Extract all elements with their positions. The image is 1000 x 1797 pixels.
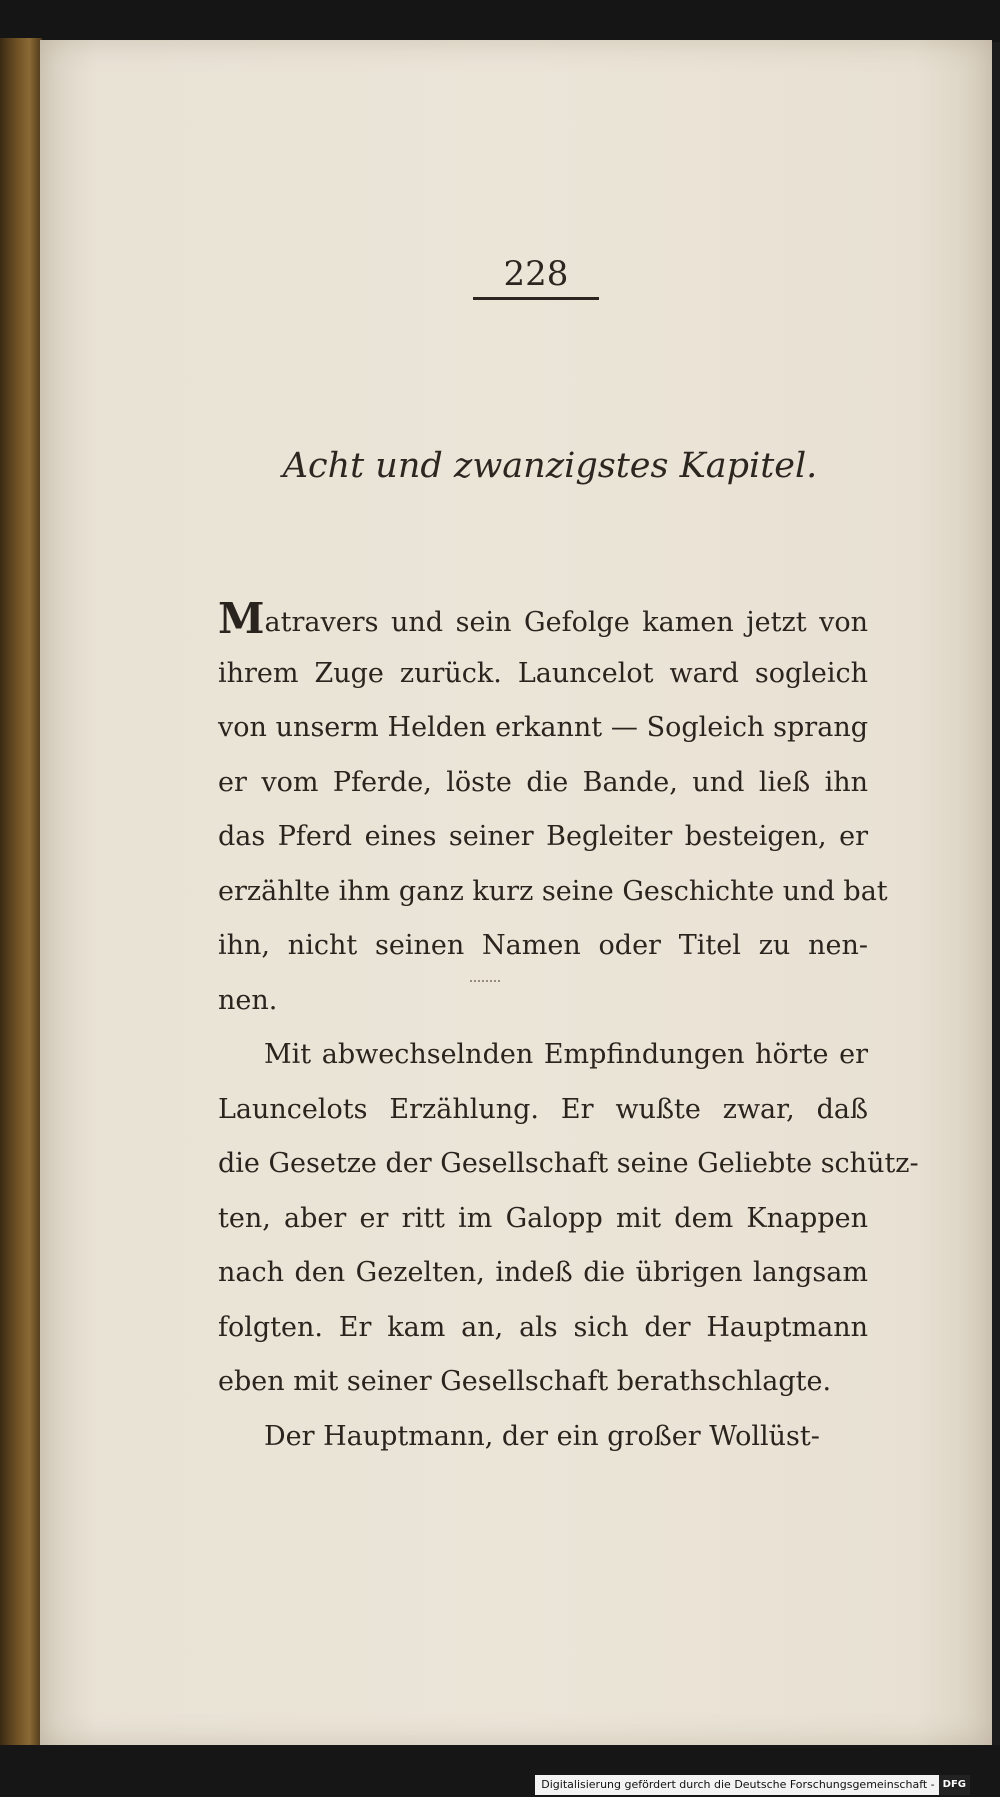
- page-number-rule: [473, 297, 599, 300]
- text-line-rest: atravers und sein Gefolge kamen jetzt von: [264, 607, 868, 638]
- text-line: ihn, nicht seinen Namen oder Titel zu nen-: [218, 930, 868, 961]
- book-spine-edge: [0, 38, 42, 1748]
- text-line: das Pferd eines seiner Begleiter besteigen, er: [218, 821, 868, 852]
- text-line: [218, 592, 868, 647]
- text-line: Der Hauptmann, der ein großer Wollüst-: [264, 1420, 820, 1452]
- ink-smudge: [470, 980, 500, 986]
- text-line: nen.: [218, 984, 278, 1016]
- page-number: 228: [503, 254, 569, 294]
- text-line: Mit abwechselnden Empfindungen hörte er: [264, 1039, 868, 1070]
- digitization-credit: [535, 1775, 970, 1795]
- text-line: er vom Pferde, löste die Bande, und ließ ihn: [218, 766, 868, 798]
- text-line: die Gesetze der Gesellschaft seine Geliebte schütz-: [218, 1148, 919, 1179]
- text-line: erzählte ihm ganz kurz seine Geschichte und bat: [218, 875, 888, 907]
- text-line: folgten. Er kam an, als sich der Hauptmann: [218, 1311, 868, 1343]
- text-line: nach den Gezelten, indeß die übrigen langsam: [218, 1257, 868, 1288]
- drop-cap: M: [218, 594, 265, 643]
- chapter-title: Acht und zwanzigstes Kapitel.: [282, 446, 818, 486]
- text-line: ihrem Zuge zurück. Launcelot ward sogleich: [218, 657, 868, 689]
- text-line: Launcelots Erzählung. Er wußte zwar, daß: [218, 1093, 868, 1125]
- text-line: von unserm Helden erkannt — Sogleich sprang: [218, 712, 868, 743]
- scan-background-bottom: [0, 1745, 1000, 1797]
- text-line: ten, aber er ritt im Galopp mit dem Knappen: [218, 1202, 868, 1234]
- credit-text: Digitalisierung gefördert durch die Deutsche Forschungsgemeinschaft -: [541, 1778, 935, 1791]
- body-text: [218, 592, 919, 1464]
- text-line: eben mit seiner Gesellschaft berathschlagte.: [218, 1366, 832, 1397]
- dfg-logo: DFG: [939, 1775, 970, 1795]
- scan-background-top: [0, 0, 1000, 42]
